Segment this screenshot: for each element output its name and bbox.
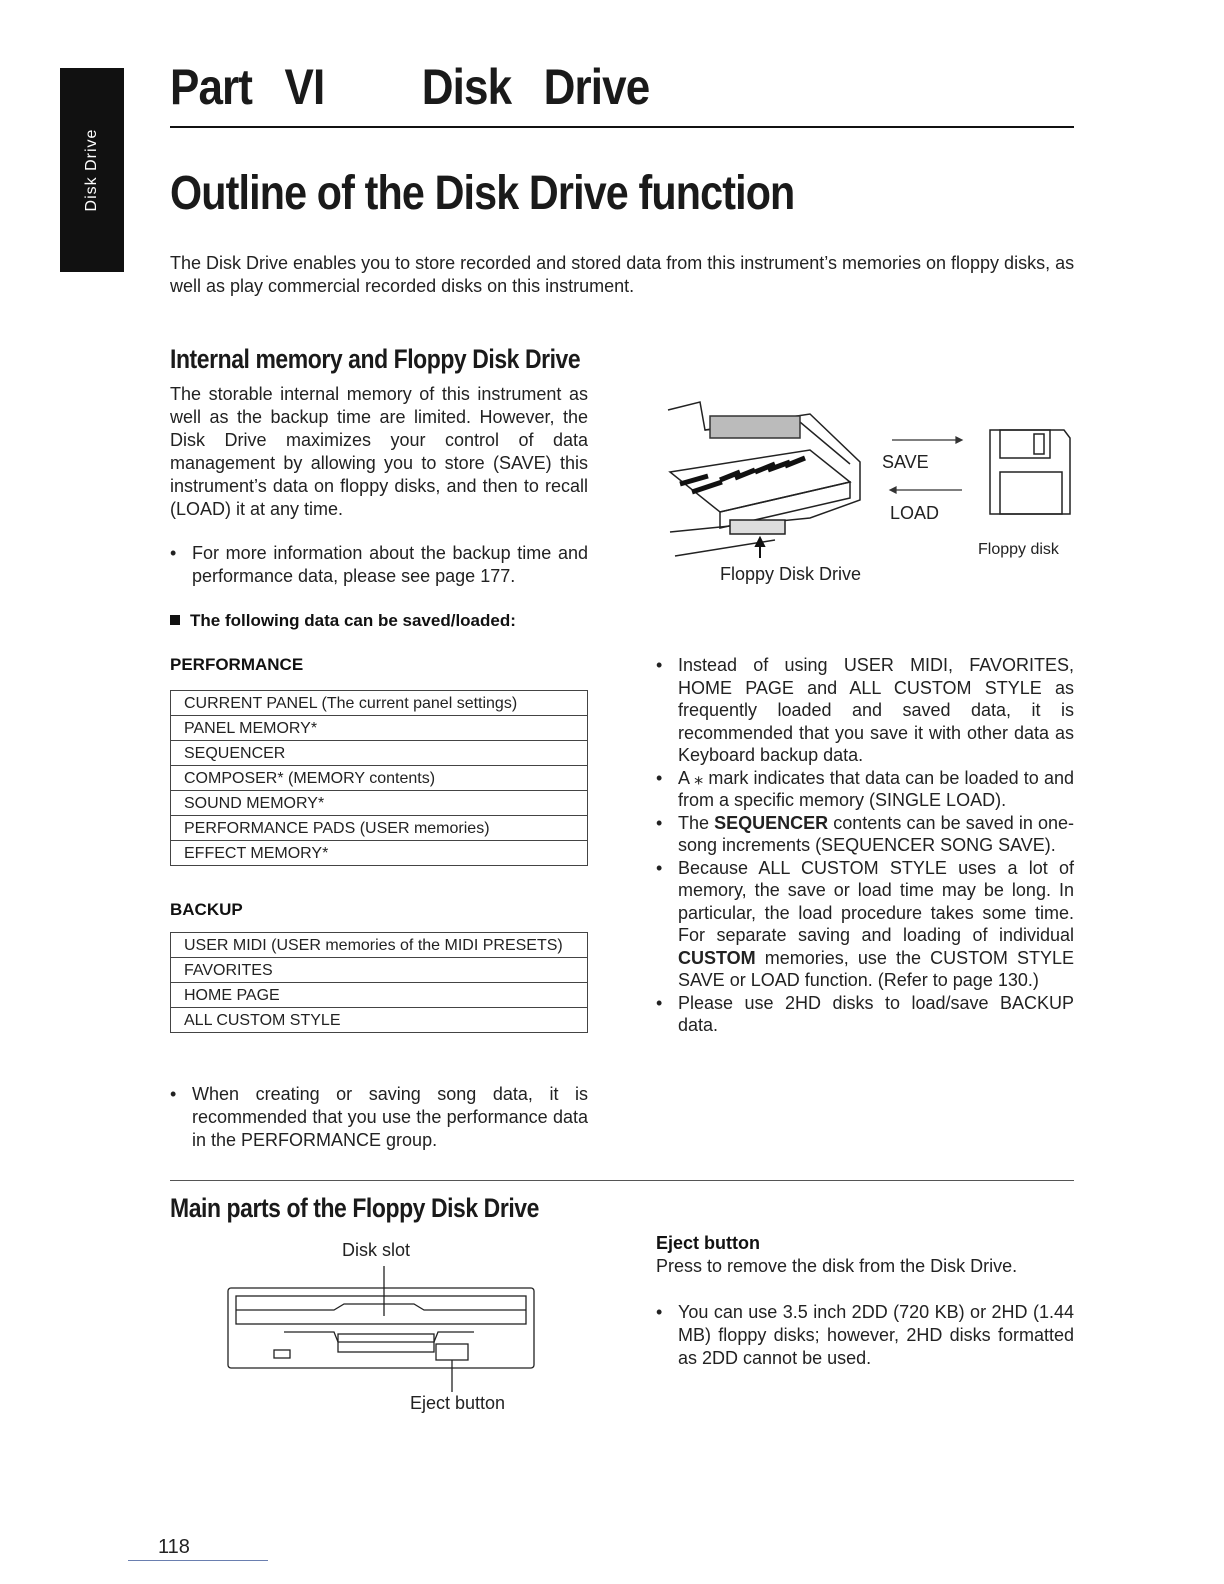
table-cell: PERFORMANCE PADS (USER memories) [171,816,588,841]
bullet-text: When creating or saving song data, it is recommended that you use the performance data in the PERFORMANCE group. [192,1084,588,1150]
square-bullet-icon [170,615,180,625]
table-cell: HOME PAGE [171,983,588,1008]
save-label: SAVE [882,452,929,472]
table-row [171,716,588,741]
eject-description: Press to remove the disk from the Disk Drive. [656,1256,1018,1276]
side-tab [60,68,124,272]
table-row [171,816,588,841]
load-label: LOAD [890,503,940,523]
table-row [171,933,588,958]
backup-heading: BACKUP [170,900,243,919]
backup-time-bullet: • For more information about the backup time and performance data, please see page 177. [170,543,588,586]
eject-button [436,1344,468,1360]
list-item: • Instead of using USER MIDI, FAVORITES, HOME PAGE and ALL CUSTOM STYLE as frequently loaded and saved data, it is recommended that you save it with other data as Keyboard backup data. [656,655,1074,765]
table-cell: EFFECT MEMORY* [171,841,588,866]
eject-button-label: Eject button [410,1393,506,1413]
backup-table [170,932,588,1033]
save-arrow-icon [892,437,962,443]
table-cell: PANEL MEMORY* [171,716,588,741]
section-heading-internal-memory: Internal memory and Floppy Disk Drive [170,344,581,374]
performance-heading: PERFORMANCE [170,655,304,674]
floppy-drive-diagram [224,1264,544,1394]
floppy-disk-icon [990,430,1070,514]
disk-slot [236,1304,526,1310]
table-row [171,791,588,816]
song-data-bullet: • When creating or saving song data, it is recommended that you use the performance data in the PERFORMANCE group. [170,1084,588,1150]
table-row [171,841,588,866]
internal-memory-paragraph: The storable internal memory of this instrument as well as the backup time are limited. However, the Disk Drive maximizes your control of data management by allowing you to store (SAVE) this instrument’s data on floppy disks, and then to recall (LOAD) it at any time. [170,384,588,519]
bullet-text: You can use 3.5 inch 2DD (720 KB) or 2HD (1.44 MB) floppy disks; however, 2HD disks formatted as 2DD cannot be used. [678,1302,1074,1368]
table-row [171,766,588,791]
disk-slot-label: Disk slot [342,1240,411,1260]
note-text: The SEQUENCER contents can be saved in one-song increments (SEQUENCER SONG SAVE). [678,812,1074,855]
keyboard-floppy-figure [660,392,1080,592]
indicator-led [274,1350,290,1358]
data-list-title [170,611,516,631]
table-cell: SEQUENCER [171,741,588,766]
table-row [171,983,588,1008]
table-row [171,741,588,766]
list-item: • Because ALL CUSTOM STYLE uses a lot of memory, the save or load time may be long. In particular, the load procedure takes some time. For separate saving and loading of individual CUSTOM memories, use the CUSTOM STYLE SAVE or LOAD function. (Refer to page 130.) [656,857,1074,990]
data-list-title-text: The following data can be saved/loaded: [190,611,516,630]
table-cell: COMPOSER* (MEMORY contents) [171,766,588,791]
table-row [171,1008,588,1033]
performance-table [170,690,588,866]
arrow-pointer-icon [756,538,764,558]
bullet-text: For more information about the backup time and performance data, please see page 177. [192,543,588,586]
side-tab-label: Disk Drive [83,128,100,212]
table-cell: ALL CUSTOM STYLE [171,1008,588,1033]
list-item: • The SEQUENCER contents can be saved in one-song increments (SEQUENCER SONG SAVE). [656,812,1074,855]
note-text: A ⁎ mark indicates that data can be loaded to and from a specific memory (SINGLE LOAD). [678,767,1074,810]
page-number: 118 [158,1536,190,1558]
disk-type-bullet: • You can use 3.5 inch 2DD (720 KB) or 2HD (1.44 MB) floppy disks; however, 2HD disks formatted as 2DD cannot be used. [656,1302,1074,1368]
list-item: • Please use 2HD disks to load/save BACKUP data. [656,992,1074,1035]
note-text: Please use 2HD disks to load/save BACKUP data. [678,992,1074,1035]
intro-paragraph: The Disk Drive enables you to store recorded and stored data from this instrument’s memories on floppy disks, as well as play commercial recorded disks on this instrument. [170,253,1075,296]
note-text: Instead of using USER MIDI, FAVORITES, HOME PAGE and ALL CUSTOM STYLE as frequently loaded and saved data, it is recommended that you save it with other data as Keyboard backup data. [678,655,1074,765]
title-divider [170,126,1074,128]
table-row [171,691,588,716]
eject-heading: Eject button [656,1233,760,1253]
section-heading-main-parts: Main parts of the Floppy Disk Drive [170,1193,539,1223]
part-title: Part VI Disk Drive [170,59,650,115]
table-cell: CURRENT PANEL (The current panel settings) [171,691,588,716]
chapter-title: Outline of the Disk Drive function [170,167,795,220]
list-item: • A ⁎ mark indicates that data can be loaded to and from a specific memory (SINGLE LOAD). [656,767,1074,810]
table-cell: USER MIDI (USER memories of the MIDI PRESETS) [171,933,588,958]
table-row [171,958,588,983]
note-text: Because ALL CUSTOM STYLE uses a lot of memory, the save or load time may be long. In particular, the load procedure takes some time. For separate saving and loading of individual CUSTOM memories, use the CUSTOM STYLE SAVE or LOAD function. (Refer to page 130.) [678,857,1074,990]
section-divider [170,1180,1074,1181]
table-cell: SOUND MEMORY* [171,791,588,816]
table-cell: FAVORITES [171,958,588,983]
load-arrow-icon [890,487,962,493]
floppy-disk-label: Floppy disk [978,541,1059,558]
floppy-disk-drive-label: Floppy Disk Drive [720,564,862,584]
page-number-rule [128,1560,268,1561]
notes-list [656,654,1074,1037]
